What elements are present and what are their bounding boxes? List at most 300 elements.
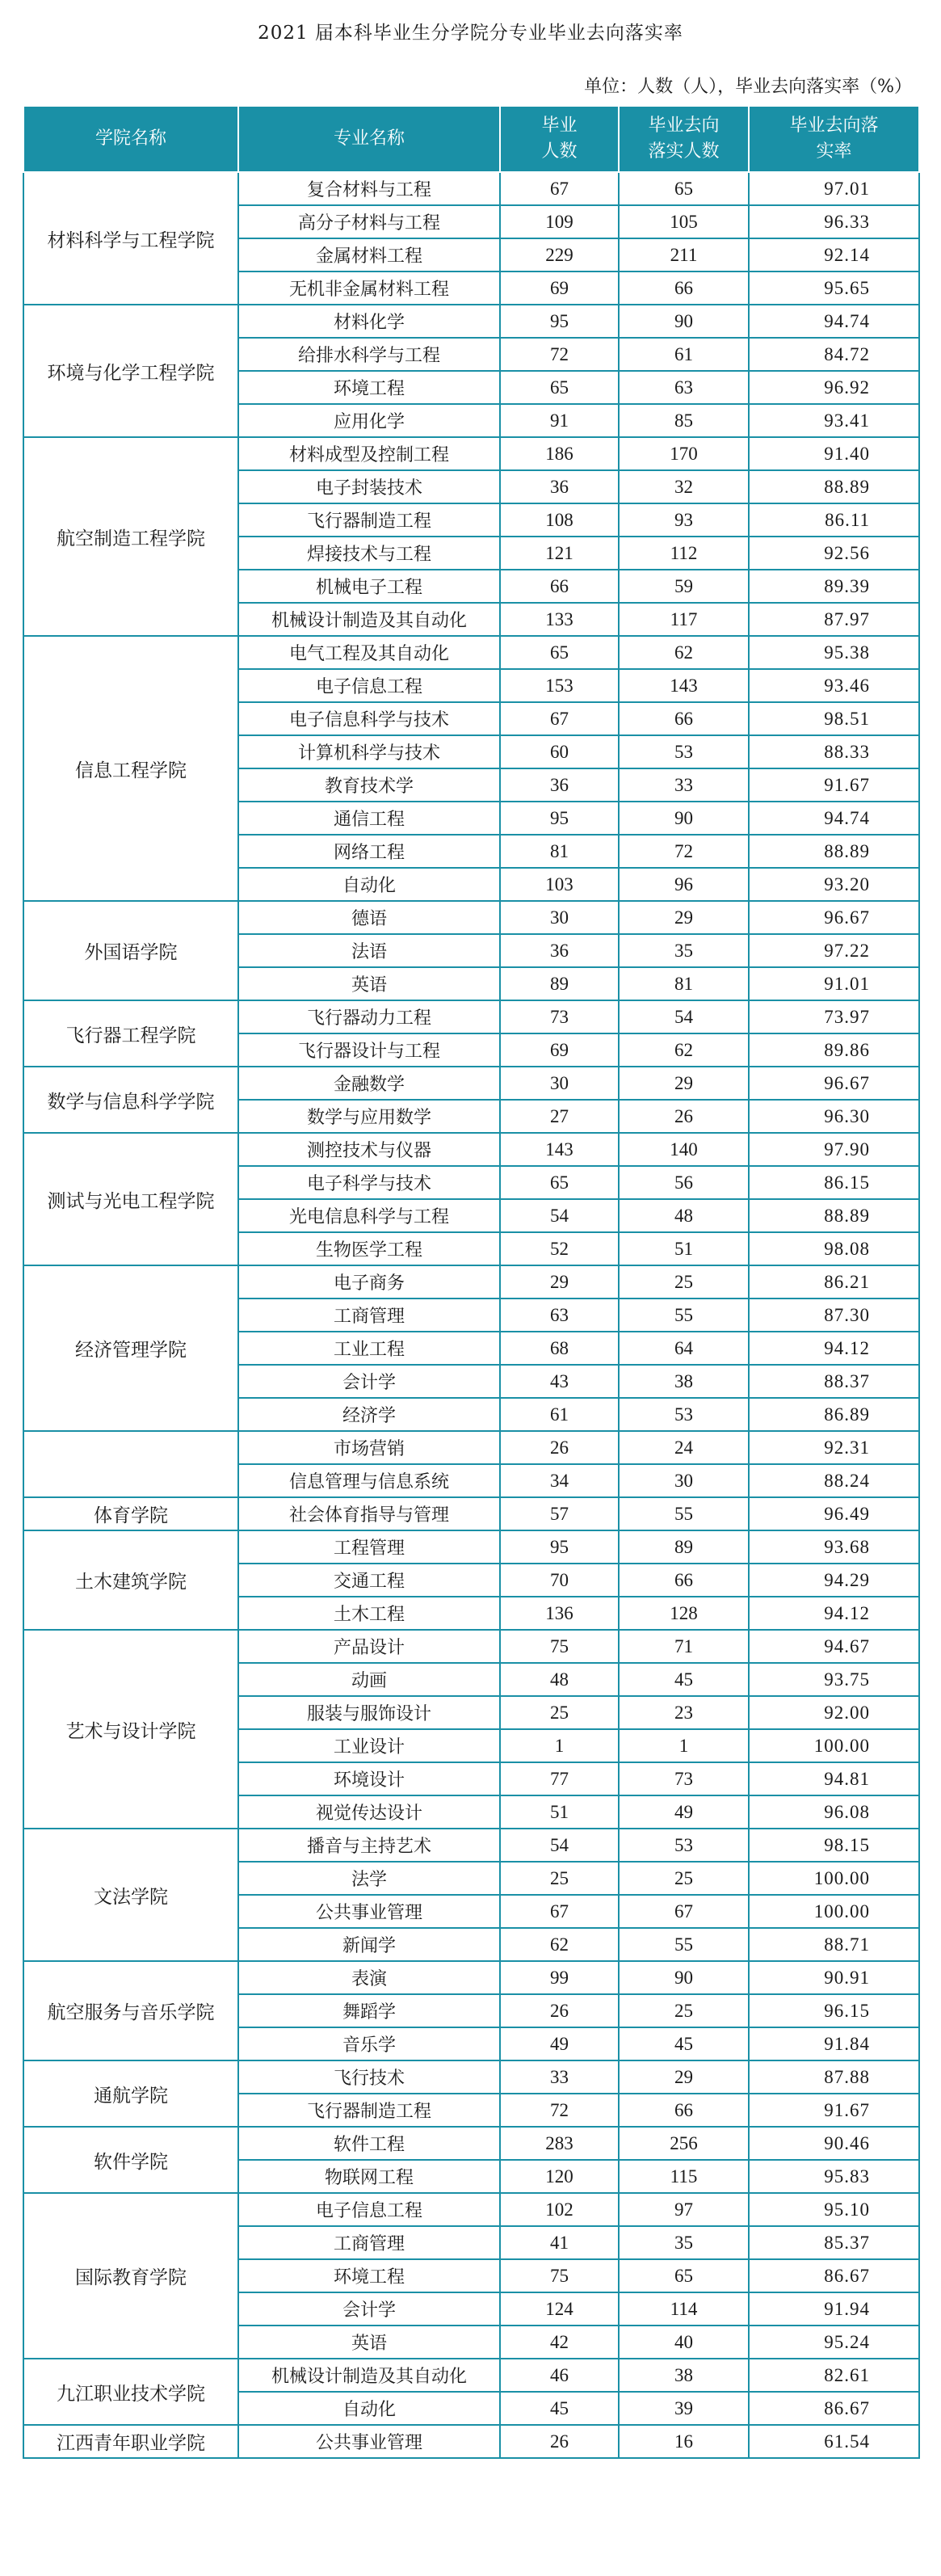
graduates-cell: 120 (500, 2160, 619, 2193)
major-name-cell: 电子信息科学与技术 (238, 702, 500, 735)
graduates-cell: 229 (500, 238, 619, 271)
placed-cell: 16 (619, 2425, 749, 2458)
major-name-cell: 法语 (238, 934, 500, 967)
major-name-cell: 电子信息工程 (238, 2193, 500, 2226)
header-college-label: 学院名称 (95, 128, 166, 149)
major-name-cell: 软件工程 (238, 2127, 500, 2160)
major-name-cell: 应用化学 (238, 404, 500, 437)
rate-cell: 98.51 (749, 702, 919, 735)
graduates-cell: 143 (500, 1133, 619, 1166)
placed-cell: 45 (619, 1663, 749, 1696)
graduates-cell: 60 (500, 735, 619, 768)
graduates-cell: 26 (500, 2425, 619, 2458)
graduates-cell: 48 (500, 1663, 619, 1696)
placed-cell: 89 (619, 1530, 749, 1564)
college-name-cell: 经济管理学院 (23, 1265, 238, 1431)
placed-cell: 25 (619, 1862, 749, 1895)
placed-cell: 128 (619, 1597, 749, 1630)
placed-cell: 23 (619, 1696, 749, 1729)
major-name-cell: 高分子材料与工程 (238, 205, 500, 238)
placed-cell: 140 (619, 1133, 749, 1166)
rate-cell: 84.72 (749, 338, 919, 371)
rate-cell: 61.54 (749, 2425, 919, 2458)
rate-cell: 92.00 (749, 1696, 919, 1729)
rate-cell: 92.14 (749, 238, 919, 271)
college-name-cell: 信息工程学院 (23, 636, 238, 901)
table-row (23, 1133, 919, 1166)
rate-cell: 86.21 (749, 1265, 919, 1299)
college-name-cell: 土木建筑学院 (23, 1530, 238, 1630)
rate-cell: 96.08 (749, 1795, 919, 1829)
rate-cell: 89.86 (749, 1033, 919, 1067)
table-title: 2021 届本科毕业生分学院分专业毕业去向落实率 (258, 23, 683, 44)
college-name-cell: 测试与光电工程学院 (23, 1133, 238, 1265)
placed-cell: 38 (619, 1365, 749, 1398)
placed-cell: 65 (619, 172, 749, 205)
rate-cell: 87.88 (749, 2060, 919, 2094)
rate-cell: 100.00 (749, 1895, 919, 1928)
placed-cell: 211 (619, 238, 749, 271)
major-name-cell: 英语 (238, 967, 500, 1000)
rate-cell: 94.74 (749, 305, 919, 338)
placed-cell: 85 (619, 404, 749, 437)
major-name-cell: 工业设计 (238, 1729, 500, 1762)
major-name-cell: 表演 (238, 1961, 500, 1994)
placed-cell: 112 (619, 537, 749, 570)
rate-cell: 96.33 (749, 205, 919, 238)
graduates-cell: 283 (500, 2127, 619, 2160)
placed-cell: 51 (619, 1232, 749, 1265)
graduates-cell: 66 (500, 570, 619, 603)
rate-cell: 93.41 (749, 404, 919, 437)
graduates-cell: 36 (500, 768, 619, 802)
table-row (23, 1431, 919, 1464)
graduates-cell: 46 (500, 2359, 619, 2392)
graduates-cell: 99 (500, 1961, 619, 1994)
rate-cell: 97.01 (749, 172, 919, 205)
table-row (23, 1530, 919, 1564)
placed-cell: 35 (619, 2226, 749, 2259)
placed-cell: 55 (619, 1497, 749, 1530)
placed-cell: 53 (619, 1398, 749, 1431)
placed-cell: 115 (619, 2160, 749, 2193)
graduates-cell: 72 (500, 338, 619, 371)
graduates-cell: 103 (500, 868, 619, 901)
placed-cell: 32 (619, 470, 749, 503)
rate-cell: 93.20 (749, 868, 919, 901)
graduates-cell: 81 (500, 835, 619, 868)
table-row (23, 305, 919, 338)
placed-cell: 66 (619, 1564, 749, 1597)
graduates-cell: 41 (500, 2226, 619, 2259)
graduates-cell: 153 (500, 669, 619, 702)
rate-cell: 93.75 (749, 1663, 919, 1696)
rate-cell: 91.67 (749, 768, 919, 802)
table-row (23, 1265, 919, 1299)
table-row (23, 437, 919, 470)
placed-cell: 64 (619, 1332, 749, 1365)
placed-cell: 62 (619, 1033, 749, 1067)
major-name-cell: 信息管理与信息系统 (238, 1464, 500, 1497)
major-name-cell: 电气工程及其自动化 (238, 636, 500, 669)
placed-cell: 66 (619, 2094, 749, 2127)
rate-cell: 94.29 (749, 1564, 919, 1597)
major-name-cell: 环境设计 (238, 1762, 500, 1795)
major-name-cell: 音乐学 (238, 2027, 500, 2060)
table-row (23, 2060, 919, 2094)
major-name-cell: 飞行器制造工程 (238, 2094, 500, 2127)
college-name-cell: 材料科学与工程学院 (23, 172, 238, 305)
rate-cell: 100.00 (749, 1729, 919, 1762)
graduates-cell: 27 (500, 1100, 619, 1133)
header-college (23, 106, 238, 172)
college-name-cell: 艺术与设计学院 (23, 1630, 238, 1829)
major-name-cell: 自动化 (238, 2392, 500, 2425)
college-name-cell: 江西青年职业学院 (23, 2425, 238, 2458)
rate-cell: 86.11 (749, 503, 919, 537)
graduates-cell: 61 (500, 1398, 619, 1431)
rate-cell: 96.67 (749, 901, 919, 934)
placed-cell: 96 (619, 868, 749, 901)
rate-cell: 95.24 (749, 2326, 919, 2359)
placed-cell: 73 (619, 1762, 749, 1795)
placed-cell: 24 (619, 1431, 749, 1464)
rate-cell: 89.39 (749, 570, 919, 603)
graduates-cell: 75 (500, 1630, 619, 1663)
placed-cell: 35 (619, 934, 749, 967)
college-name-cell: 九江职业技术学院 (23, 2359, 238, 2425)
major-name-cell: 物联网工程 (238, 2160, 500, 2193)
table-body (23, 172, 919, 2458)
header-placed (619, 106, 749, 172)
major-name-cell: 德语 (238, 901, 500, 934)
header-rate (749, 106, 919, 172)
placed-cell: 54 (619, 1000, 749, 1033)
header-rate-line2: 实率 (816, 141, 852, 162)
major-name-cell: 新闻学 (238, 1928, 500, 1961)
graduates-cell: 65 (500, 636, 619, 669)
major-name-cell: 数学与应用数学 (238, 1100, 500, 1133)
college-name-cell: 体育学院 (23, 1497, 238, 1530)
graduates-cell: 65 (500, 1166, 619, 1199)
placed-cell: 25 (619, 1265, 749, 1299)
major-name-cell: 播音与主持艺术 (238, 1829, 500, 1862)
major-name-cell: 飞行器动力工程 (238, 1000, 500, 1033)
placed-cell: 66 (619, 702, 749, 735)
major-name-cell: 光电信息科学与工程 (238, 1199, 500, 1232)
major-name-cell: 环境工程 (238, 371, 500, 404)
table-row (23, 2425, 919, 2458)
rate-cell: 96.67 (749, 1067, 919, 1100)
graduates-cell: 29 (500, 1265, 619, 1299)
college-name-cell: 文法学院 (23, 1829, 238, 1961)
rate-cell: 88.37 (749, 1365, 919, 1398)
placed-cell: 29 (619, 1067, 749, 1100)
major-name-cell: 电子信息工程 (238, 669, 500, 702)
major-name-cell: 飞行技术 (238, 2060, 500, 2094)
major-name-cell: 飞行器制造工程 (238, 503, 500, 537)
major-name-cell: 社会体育指导与管理 (238, 1497, 500, 1530)
graduates-cell: 42 (500, 2326, 619, 2359)
placed-cell: 90 (619, 1961, 749, 1994)
rate-cell: 93.46 (749, 669, 919, 702)
placed-cell: 38 (619, 2359, 749, 2392)
major-name-cell: 自动化 (238, 868, 500, 901)
graduates-cell: 124 (500, 2292, 619, 2326)
rate-cell: 96.30 (749, 1100, 919, 1133)
rate-cell: 87.97 (749, 603, 919, 636)
graduates-cell: 73 (500, 1000, 619, 1033)
placed-cell: 143 (619, 669, 749, 702)
table-row (23, 1630, 919, 1663)
major-name-cell: 金属材料工程 (238, 238, 500, 271)
placed-cell: 39 (619, 2392, 749, 2425)
placed-cell: 29 (619, 2060, 749, 2094)
graduates-cell: 133 (500, 603, 619, 636)
major-name-cell: 电子封装技术 (238, 470, 500, 503)
rate-cell: 86.67 (749, 2259, 919, 2292)
graduates-cell: 121 (500, 537, 619, 570)
major-name-cell: 电子商务 (238, 1265, 500, 1299)
placed-cell: 33 (619, 768, 749, 802)
major-name-cell: 视觉传达设计 (238, 1795, 500, 1829)
college-name-cell: 环境与化学工程学院 (23, 305, 238, 437)
placed-cell: 53 (619, 1829, 749, 1862)
placed-cell: 65 (619, 2259, 749, 2292)
placed-cell: 25 (619, 1994, 749, 2027)
rate-cell: 96.49 (749, 1497, 919, 1530)
graduates-cell: 95 (500, 1530, 619, 1564)
rate-cell: 95.10 (749, 2193, 919, 2226)
graduates-cell: 91 (500, 404, 619, 437)
placed-cell: 56 (619, 1166, 749, 1199)
placed-cell: 67 (619, 1895, 749, 1928)
rate-cell: 94.12 (749, 1332, 919, 1365)
graduates-cell: 26 (500, 1994, 619, 2027)
placed-cell: 62 (619, 636, 749, 669)
placed-cell: 48 (619, 1199, 749, 1232)
table-row (23, 1829, 919, 1862)
header-graduates-line1: 毕业 (541, 116, 578, 136)
header-graduates (500, 106, 619, 172)
placed-cell: 97 (619, 2193, 749, 2226)
header-placed-line2: 落实人数 (648, 141, 720, 162)
table-row (23, 1497, 919, 1530)
table-row (23, 2359, 919, 2392)
major-name-cell: 机械设计制造及其自动化 (238, 2359, 500, 2392)
graduates-cell: 36 (500, 470, 619, 503)
rate-cell: 95.38 (749, 636, 919, 669)
major-name-cell: 材料成型及控制工程 (238, 437, 500, 470)
college-name-cell: 航空服务与音乐学院 (23, 1961, 238, 2060)
graduates-cell: 65 (500, 371, 619, 404)
placed-cell: 105 (619, 205, 749, 238)
rate-cell: 100.00 (749, 1862, 919, 1895)
rate-cell: 96.92 (749, 371, 919, 404)
placed-cell: 63 (619, 371, 749, 404)
graduates-cell: 49 (500, 2027, 619, 2060)
rate-cell: 88.24 (749, 1464, 919, 1497)
major-name-cell: 市场营销 (238, 1431, 500, 1464)
placed-cell: 1 (619, 1729, 749, 1762)
rate-cell: 91.94 (749, 2292, 919, 2326)
placed-cell: 29 (619, 901, 749, 934)
graduates-cell: 69 (500, 1033, 619, 1067)
college-name-cell: 飞行器工程学院 (23, 1000, 238, 1067)
major-name-cell: 教育技术学 (238, 768, 500, 802)
rate-cell: 88.33 (749, 735, 919, 768)
table-row (23, 2127, 919, 2160)
rate-cell: 94.67 (749, 1630, 919, 1663)
placed-cell: 93 (619, 503, 749, 537)
rate-cell: 91.67 (749, 2094, 919, 2127)
rate-cell: 98.08 (749, 1232, 919, 1265)
college-name-cell: 通航学院 (23, 2060, 238, 2127)
college-name-cell (23, 1431, 238, 1497)
header-major-label: 专业名称 (333, 128, 405, 149)
major-name-cell: 公共事业管理 (238, 1895, 500, 1928)
rate-cell: 98.15 (749, 1829, 919, 1862)
rate-cell: 88.89 (749, 835, 919, 868)
graduates-cell: 25 (500, 1696, 619, 1729)
graduates-cell: 45 (500, 2392, 619, 2425)
rate-cell: 88.89 (749, 1199, 919, 1232)
placed-cell: 55 (619, 1299, 749, 1332)
rate-cell: 96.15 (749, 1994, 919, 2027)
major-name-cell: 产品设计 (238, 1630, 500, 1663)
rate-cell: 85.37 (749, 2226, 919, 2259)
graduates-cell: 30 (500, 1067, 619, 1100)
major-name-cell: 工商管理 (238, 1299, 500, 1332)
placed-cell: 40 (619, 2326, 749, 2359)
table-row (23, 1000, 919, 1033)
graduates-cell: 68 (500, 1332, 619, 1365)
placed-cell: 114 (619, 2292, 749, 2326)
major-name-cell: 给排水科学与工程 (238, 338, 500, 371)
graduates-cell: 67 (500, 1895, 619, 1928)
employment-rate-table (23, 105, 920, 2459)
major-name-cell: 生物医学工程 (238, 1232, 500, 1265)
placed-cell: 72 (619, 835, 749, 868)
graduates-cell: 36 (500, 934, 619, 967)
rate-cell: 86.89 (749, 1398, 919, 1431)
placed-cell: 30 (619, 1464, 749, 1497)
major-name-cell: 测控技术与仪器 (238, 1133, 500, 1166)
placed-cell: 53 (619, 735, 749, 768)
major-name-cell: 金融数学 (238, 1067, 500, 1100)
graduates-cell: 72 (500, 2094, 619, 2127)
graduates-cell: 95 (500, 305, 619, 338)
major-name-cell: 交通工程 (238, 1564, 500, 1597)
major-name-cell: 经济学 (238, 1398, 500, 1431)
placed-cell: 170 (619, 437, 749, 470)
graduates-cell: 102 (500, 2193, 619, 2226)
graduates-cell: 25 (500, 1862, 619, 1895)
graduates-cell: 136 (500, 1597, 619, 1630)
graduates-cell: 34 (500, 1464, 619, 1497)
graduates-cell: 54 (500, 1829, 619, 1862)
major-name-cell: 工商管理 (238, 2226, 500, 2259)
graduates-cell: 67 (500, 702, 619, 735)
table-row (23, 901, 919, 934)
major-name-cell: 无机非金属材料工程 (238, 271, 500, 305)
graduates-cell: 33 (500, 2060, 619, 2094)
graduates-cell: 54 (500, 1199, 619, 1232)
major-name-cell: 电子科学与技术 (238, 1166, 500, 1199)
college-name-cell: 外国语学院 (23, 901, 238, 1000)
major-name-cell: 会计学 (238, 2292, 500, 2326)
placed-cell: 61 (619, 338, 749, 371)
placed-cell: 59 (619, 570, 749, 603)
placed-cell: 45 (619, 2027, 749, 2060)
major-name-cell: 舞蹈学 (238, 1994, 500, 2027)
major-name-cell: 公共事业管理 (238, 2425, 500, 2458)
graduates-cell: 95 (500, 802, 619, 835)
major-name-cell: 英语 (238, 2326, 500, 2359)
header-row (23, 106, 919, 172)
major-name-cell: 飞行器设计与工程 (238, 1033, 500, 1067)
graduates-cell: 77 (500, 1762, 619, 1795)
college-name-cell: 数学与信息科学学院 (23, 1067, 238, 1133)
header-graduates-line2: 人数 (541, 141, 578, 162)
rate-cell: 94.12 (749, 1597, 919, 1630)
table-row (23, 2193, 919, 2226)
rate-cell: 94.81 (749, 1762, 919, 1795)
major-name-cell: 土木工程 (238, 1597, 500, 1630)
table-row (23, 172, 919, 205)
table-row (23, 636, 919, 669)
graduates-cell: 52 (500, 1232, 619, 1265)
placed-cell: 90 (619, 802, 749, 835)
rate-cell: 73.97 (749, 1000, 919, 1033)
placed-cell: 55 (619, 1928, 749, 1961)
major-name-cell: 服装与服饰设计 (238, 1696, 500, 1729)
major-name-cell: 网络工程 (238, 835, 500, 868)
header-placed-line1: 毕业去向 (648, 116, 720, 136)
rate-cell: 92.56 (749, 537, 919, 570)
rate-cell: 90.46 (749, 2127, 919, 2160)
graduates-cell: 109 (500, 205, 619, 238)
college-name-cell: 软件学院 (23, 2127, 238, 2193)
graduates-cell: 89 (500, 967, 619, 1000)
placed-cell: 49 (619, 1795, 749, 1829)
table-row (23, 1067, 919, 1100)
major-name-cell: 机械设计制造及其自动化 (238, 603, 500, 636)
graduates-cell: 43 (500, 1365, 619, 1398)
rate-cell: 97.90 (749, 1133, 919, 1166)
placed-cell: 90 (619, 305, 749, 338)
graduates-cell: 30 (500, 901, 619, 934)
major-name-cell: 机械电子工程 (238, 570, 500, 603)
placed-cell: 26 (619, 1100, 749, 1133)
header-major (238, 106, 500, 172)
graduates-cell: 62 (500, 1928, 619, 1961)
rate-cell: 95.83 (749, 2160, 919, 2193)
rate-cell: 88.89 (749, 470, 919, 503)
rate-cell: 87.30 (749, 1299, 919, 1332)
major-name-cell: 工程管理 (238, 1530, 500, 1564)
graduates-cell: 75 (500, 2259, 619, 2292)
major-name-cell: 法学 (238, 1862, 500, 1895)
major-name-cell: 动画 (238, 1663, 500, 1696)
rate-cell: 82.61 (749, 2359, 919, 2392)
graduates-cell: 63 (500, 1299, 619, 1332)
major-name-cell: 会计学 (238, 1365, 500, 1398)
graduates-cell: 1 (500, 1729, 619, 1762)
major-name-cell: 材料化学 (238, 305, 500, 338)
major-name-cell: 复合材料与工程 (238, 172, 500, 205)
rate-cell: 97.22 (749, 934, 919, 967)
